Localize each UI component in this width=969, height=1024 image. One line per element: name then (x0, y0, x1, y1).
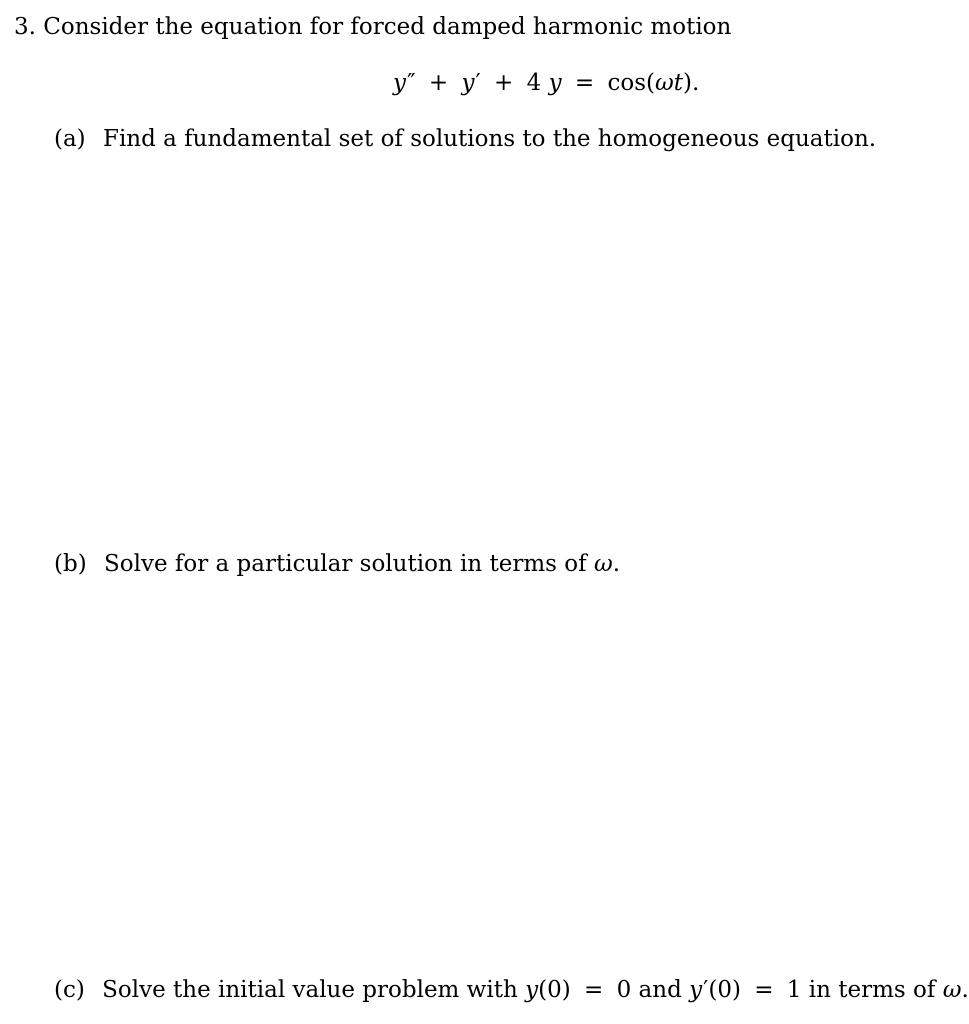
part-b-omega: ω (593, 551, 613, 577)
part-a-text: Find a fundamental set of solutions to the homogeneous equation. (102, 126, 877, 152)
part-c-y: y (525, 977, 539, 1003)
problem-header (14, 12, 731, 42)
part-a (54, 124, 876, 154)
part-c-and: and (638, 977, 682, 1003)
part-b-text: Solve for a particular solution in terms of (103, 551, 587, 577)
eq-close: ). (683, 70, 700, 96)
eq-double-prime: ″ (407, 70, 416, 96)
part-a-label: (a) (54, 126, 86, 152)
eq-t: t (673, 70, 684, 96)
eq-equals: = (574, 70, 595, 96)
eq-y-prime-base: y (461, 70, 475, 96)
part-c (54, 975, 969, 1005)
part-c-prime: ′ (703, 977, 709, 1003)
eq-plus-2: + (494, 70, 514, 96)
eq-y: y (393, 70, 406, 96)
eq-coefficient: 4 (526, 70, 542, 96)
part-b-end: . (612, 551, 621, 577)
eq-y-3: y (548, 70, 562, 96)
part-c-text-2: in terms of (808, 977, 936, 1003)
eq-plus: + (428, 70, 449, 96)
part-c-cond-1: (0) (538, 977, 571, 1003)
problem-intro: Consider the equation for forced damped harmonic motion (43, 14, 732, 40)
part-b-label: (b) (54, 551, 87, 577)
part-c-omega: ω (942, 977, 962, 1003)
part-c-text-1: Solve the initial value problem with (102, 977, 518, 1003)
part-c-value-1: 0 (616, 977, 632, 1003)
eq-omega: ω (655, 70, 674, 96)
part-c-value-2: 1 (786, 977, 802, 1003)
part-c-end: . (961, 977, 969, 1003)
part-b (54, 549, 620, 579)
eq-cos: cos( (607, 70, 656, 96)
equation (393, 68, 699, 98)
part-c-equals-2: = (754, 977, 774, 1003)
part-c-y-2: y (689, 977, 703, 1003)
problem-number: 3. (14, 14, 36, 40)
part-c-equals-1: = (584, 977, 604, 1003)
eq-prime: ′ (475, 70, 481, 96)
part-c-label: (c) (54, 977, 85, 1003)
part-c-cond-2: (0) (708, 977, 741, 1003)
